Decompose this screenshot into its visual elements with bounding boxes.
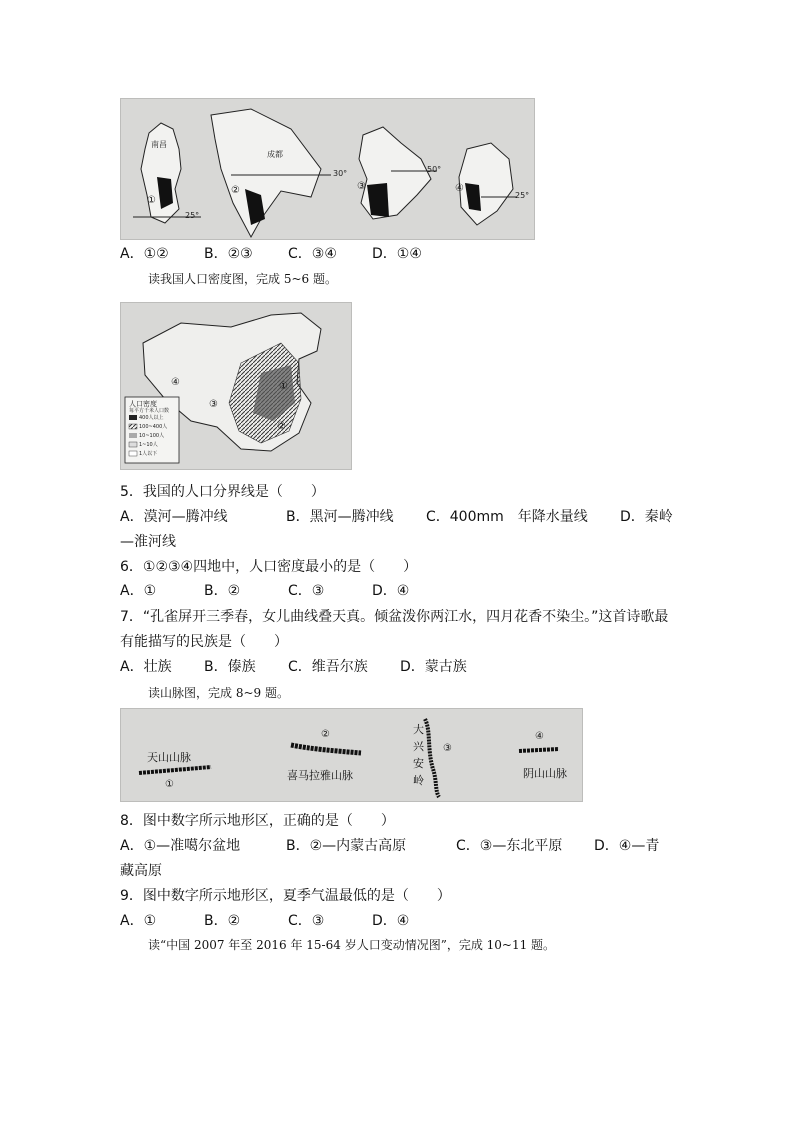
q9-option-d[interactable]: D．④ <box>372 913 410 929</box>
himalaya-label: 喜马拉雅山脉 <box>287 769 353 782</box>
q8-stem: 8．图中数字所示地形区，正确的是（ ） <box>120 813 395 829</box>
q9-stem: 9．图中数字所示地形区，夏季气温最低的是（ ） <box>120 888 451 904</box>
q8-option-d[interactable]: D．④—青 <box>594 838 660 854</box>
q6-option-d[interactable]: D．④ <box>372 583 410 599</box>
q8-option-a[interactable]: A．①—准噶尔盆地 <box>120 838 241 854</box>
q5-options <box>120 507 680 527</box>
q4-option-a[interactable]: A．①② <box>120 246 169 262</box>
daxinganling-label: 大兴安岭 <box>413 723 424 787</box>
density-map-number-1: ① <box>279 381 288 392</box>
province-outlines <box>121 99 534 239</box>
q6-stem: 6．①②③④四地中，人口密度最小的是（ ） <box>120 559 418 575</box>
mountain-number-3: ③ <box>443 743 452 754</box>
legend-item-3: 10~100人 <box>139 433 165 439</box>
q5-option-d-wrap: —淮河线 <box>120 534 176 550</box>
map-latitude-25-a: 25° <box>185 211 200 220</box>
q7-option-c[interactable]: C．维吾尔族 <box>288 659 368 675</box>
q7-options <box>120 657 540 677</box>
q4-options <box>120 244 540 264</box>
q8-option-c[interactable]: C．③—东北平原 <box>456 838 563 854</box>
mountain-number-2: ② <box>321 729 330 740</box>
legend-title: 人口密度 <box>129 400 157 408</box>
q5-option-b[interactable]: B．黑河—腾冲线 <box>286 509 394 525</box>
map-latitude-50: 50° <box>427 165 442 174</box>
intro-5-6: 读我国人口密度图，完成 5~6 题。 <box>148 272 337 286</box>
legend-item-5: 1人以下 <box>139 451 158 457</box>
q6-option-b[interactable]: B．② <box>204 583 241 599</box>
mountain-number-1: ① <box>165 779 174 790</box>
q7-option-d[interactable]: D．蒙古族 <box>400 659 467 675</box>
q8-option-b[interactable]: B．②—内蒙古高原 <box>286 838 407 854</box>
mountain-ranges-figure <box>120 708 583 802</box>
legend-subtitle: 每平方千米人口数 <box>129 408 170 414</box>
map-latitude-30: 30° <box>333 169 348 178</box>
q9-option-a[interactable]: A．① <box>120 913 157 929</box>
q5-option-a[interactable]: A．漠河—腾冲线 <box>120 509 228 525</box>
intro-8-9: 读山脉图，完成 8~9 题。 <box>148 686 289 700</box>
q7-stem-line2: 有能描写的民族是（ ） <box>120 634 288 650</box>
map-number-3: ③ <box>357 181 366 192</box>
map-label-nanchang: 南昌 <box>151 140 167 149</box>
q7-option-b[interactable]: B．傣族 <box>204 659 256 675</box>
q9-options <box>120 911 540 931</box>
map-number-4: ④ <box>455 183 464 194</box>
intro-10-11: 读“中国 2007 年至 2016 年 15-64 岁人口变动情况图”，完成 10~11 题。 <box>148 938 556 952</box>
tianshan-label: 天山山脉 <box>147 751 191 764</box>
yinshan-label: 阴山山脉 <box>523 767 567 780</box>
q6-options <box>120 581 540 601</box>
q5-option-d[interactable]: D．秦岭 <box>620 509 673 525</box>
map-latitude-25-b: 25° <box>515 191 530 200</box>
q5-option-c[interactable]: C．400mm 年降水量线 <box>426 509 588 525</box>
q4-option-c[interactable]: C．③④ <box>288 246 337 262</box>
q5-stem: 5．我国的人口分界线是（ ） <box>120 484 325 500</box>
legend-item-4: 1~10人 <box>139 442 158 448</box>
density-map-number-4: ④ <box>171 377 180 388</box>
map-label-chengdu: 成都 <box>267 150 283 159</box>
density-map-number-3: ③ <box>209 399 218 410</box>
q9-option-c[interactable]: C．③ <box>288 913 325 929</box>
q6-option-a[interactable]: A．① <box>120 583 157 599</box>
legend-item-2: 100~400人 <box>139 424 168 430</box>
legend-item-1: 400人以上 <box>139 415 164 421</box>
population-density-map <box>120 302 352 470</box>
map-number-1: ① <box>147 195 156 206</box>
q8-options <box>120 836 680 856</box>
q9-option-b[interactable]: B．② <box>204 913 241 929</box>
q7-stem-line1: 7．“孔雀屏开三季春，女儿曲线叠天真。倾盆泼你两江水，四月花香不染尘。”这首诗歌最 <box>120 609 669 625</box>
mountain-number-4: ④ <box>535 731 544 742</box>
map-number-2: ② <box>231 185 240 196</box>
q4-option-d[interactable]: D．①④ <box>372 246 422 262</box>
q7-option-a[interactable]: A．壮族 <box>120 659 172 675</box>
density-map-number-2: ② <box>277 421 286 432</box>
q8-option-d-wrap: 藏高原 <box>120 863 162 879</box>
q6-option-c[interactable]: C．③ <box>288 583 325 599</box>
q4-option-b[interactable]: B．②③ <box>204 246 253 262</box>
province-maps-figure <box>120 98 535 240</box>
